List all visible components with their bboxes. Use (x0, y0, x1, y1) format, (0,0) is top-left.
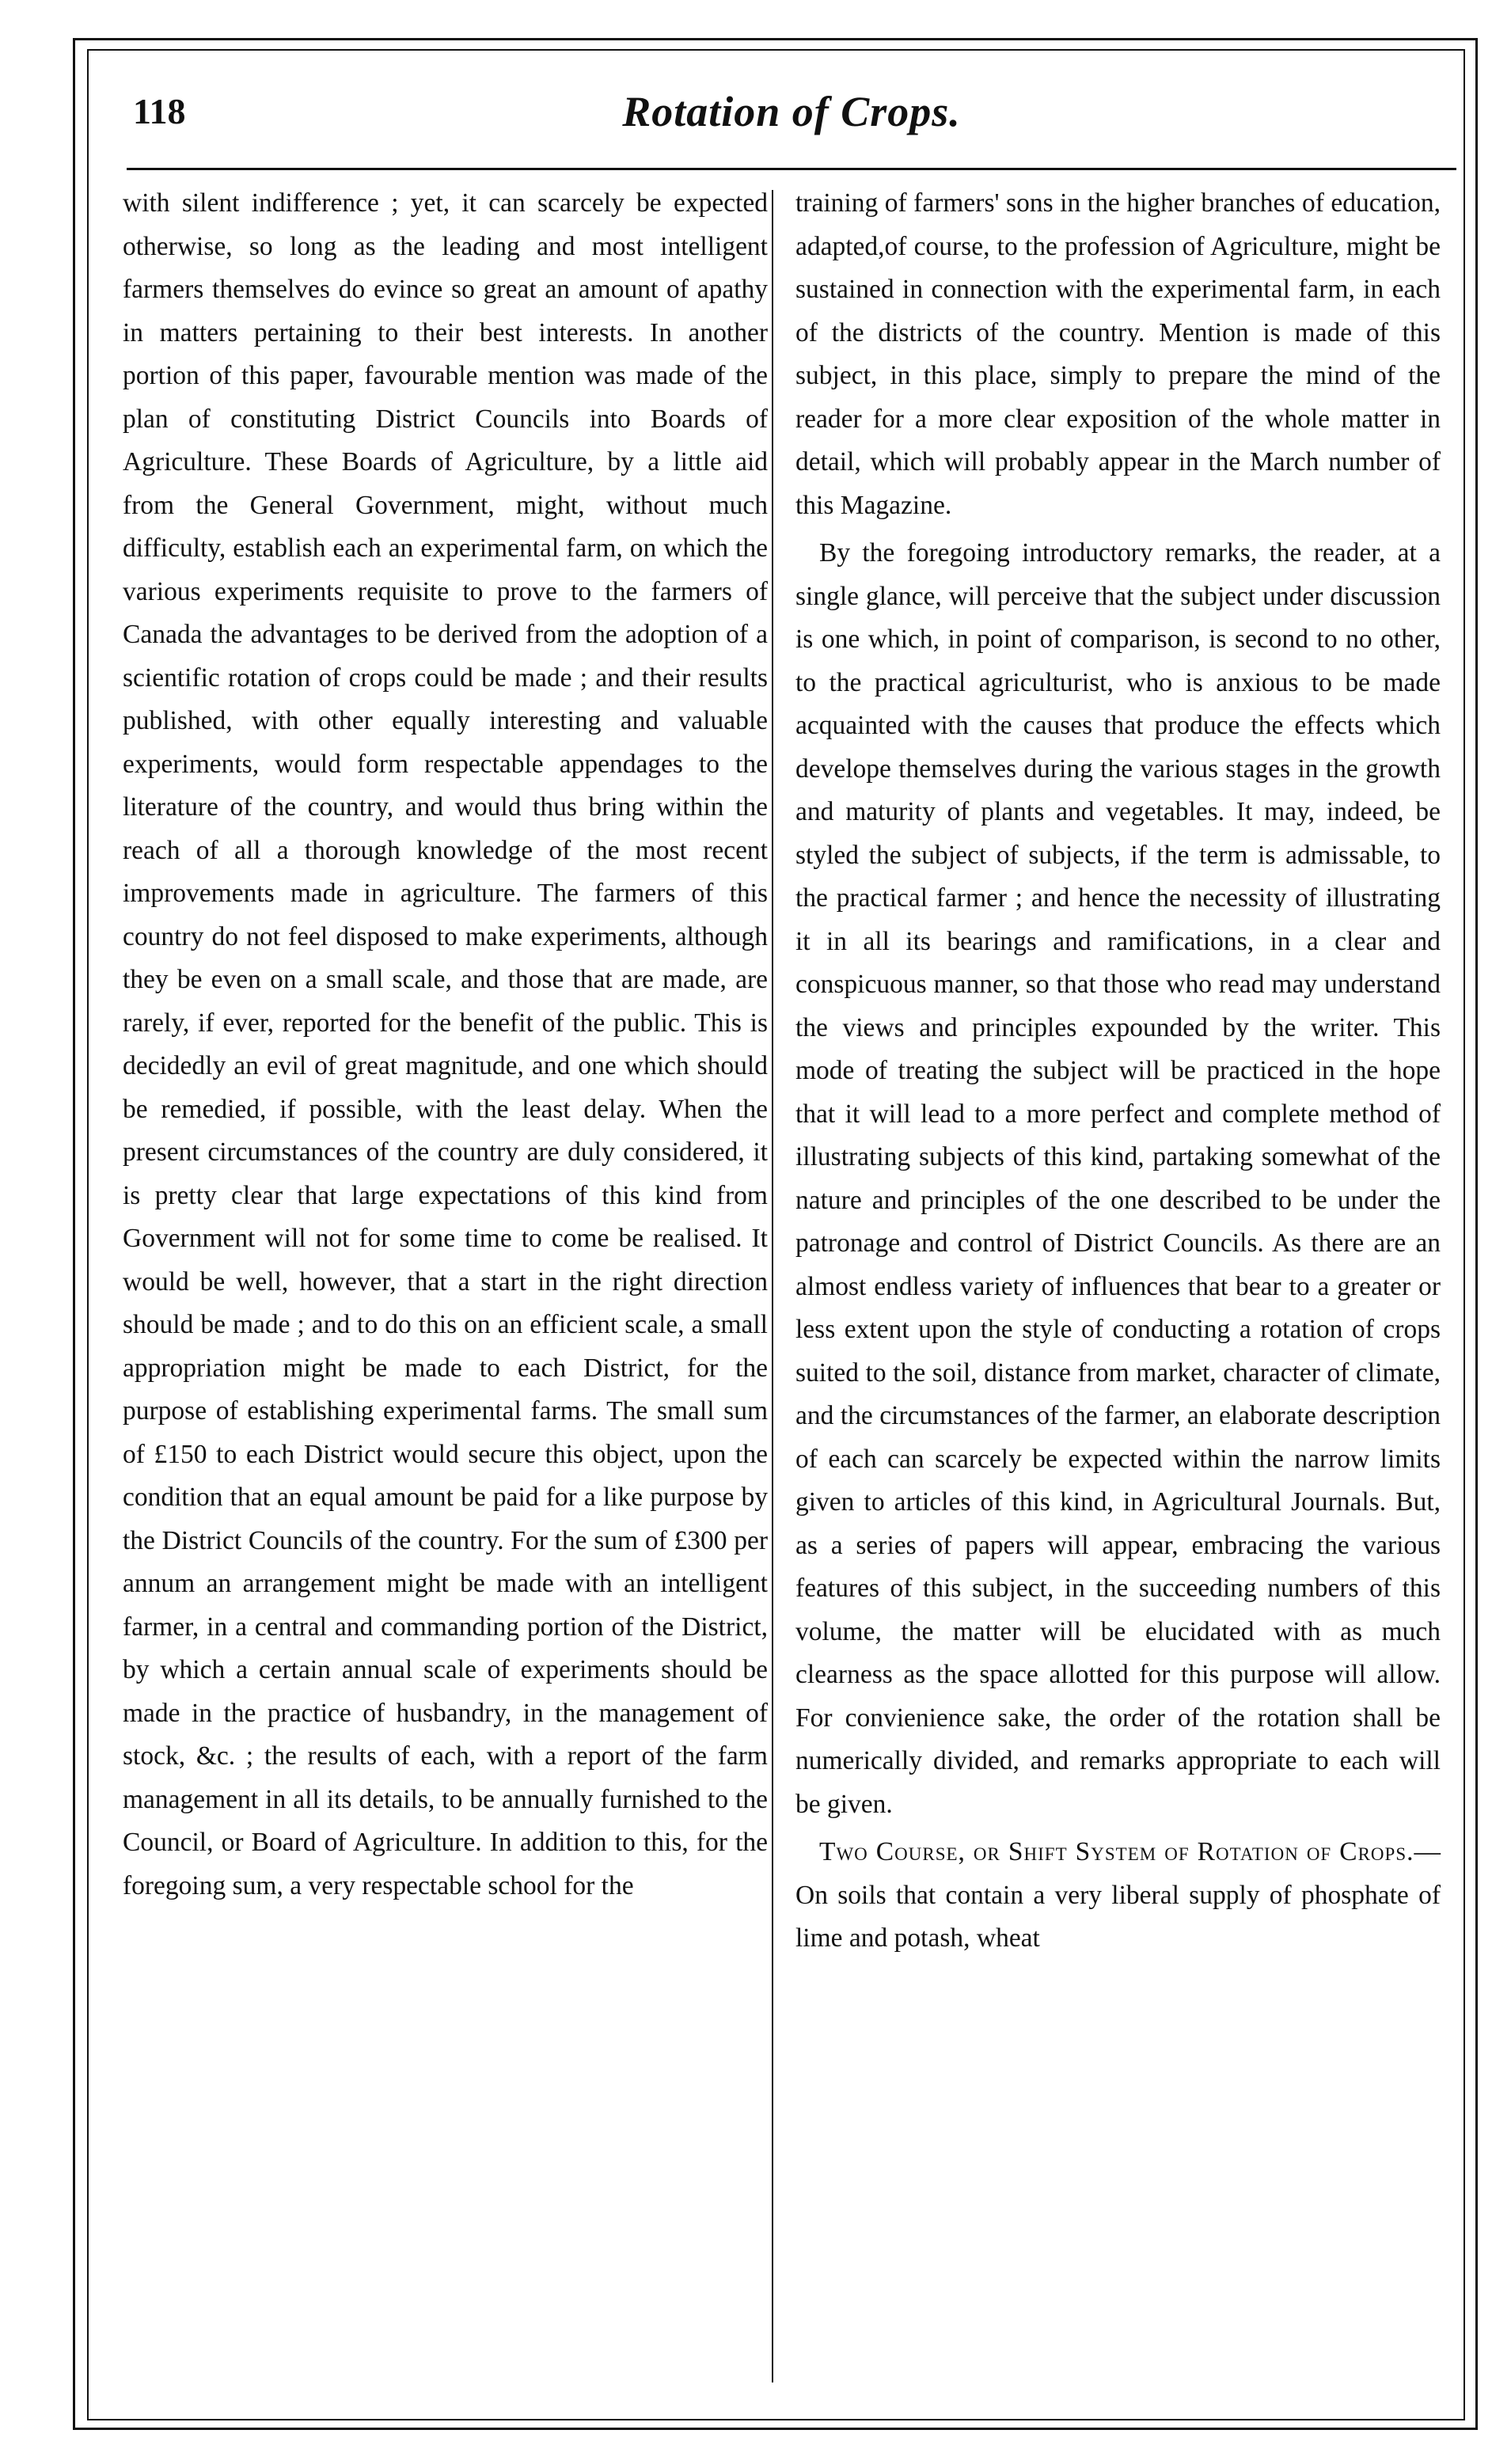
left-column (123, 182, 768, 1908)
left-paragraph-1: with silent indifference ; yet, it can scarcely be expected otherwise, so long as the leading and most intelligent farmers themselves do evince so great an amount of apathy in matters pertaining to their best interests. In another portion of this paper, favourable mention was made of the plan of constituting District Councils into Boards of Agriculture. These Boards of Agriculture, by a little aid from the General Government, might, without much difficulty, establish each an experimental farm, on which the various experiments requisite to prove to the farmers of Canada the advantages to be derived from the adoption of a scientific rotation of crops could be made ; and their results published, with other equally interesting and valuable experiments, would form respectable appendages to the literature of the country, and would thus bring within the reach of all a thorough knowledge of the most recent improvements made in agriculture. The farmers of this country do not feel disposed to make experiments, although they be even on a small scale, and those that are made, are rarely, if ever, reported for the benefit of the public. This is decidedly an evil of great magnitude, and one which should be remedied, if possible, with the least delay. When the present circumstances of the country are duly considered, it is pretty clear that large expectations of this kind from Government will not for some time to come be realised. It would be well, however, that a start in the right direction should be made ; and to do this on an efficient scale, a small appropriation might be made to each District, for the purpose of establishing experimental farms. The small sum of £150 to each District would secure this object, upon the condition that an equal amount be paid for a like purpose by the District Councils of the country. For the sum of £300 per annum an arrangement might be made with an intelligent farmer, in a central and commanding portion of the District, by which a certain annual scale of experiments should be made in the practice of husbandry, in the management of stock, &c. ; the results of each, with a report of the farm management in all its details, to be annually furnished to the Council, or Board of Agriculture. In addition to this, for the foregoing sum, a very respectable school for the (123, 188, 768, 1900)
page-header (127, 87, 1456, 158)
header-rule (127, 168, 1456, 170)
right-paragraph-1: training of farmers' sons in the higher branches of education, adapted,of course, to the profession of Agriculture, might be sustained in connection with the experimental farm, in each of the districts of the country. Mention is made of this subject, in this place, simply to prepare the mind of the reader for a more clear exposition of the whole matter in detail, which will probably appear in the March number of this Magazine. (795, 188, 1441, 520)
right-paragraph-3-text: —On soils that contain a very liberal supply of phosphate of lime and potash, wheat (795, 1837, 1441, 1953)
column-divider (772, 190, 773, 2382)
right-paragraph-3 (795, 1831, 1441, 1961)
page-number: 118 (133, 91, 186, 131)
right-column (795, 182, 1441, 1961)
right-paragraph-2: By the foregoing introductory remarks, the reader, at a single glance, will perceive that the subject under discussion is one which, in point of comparison, is second to no other, to the practical agriculturist, who is anxious to be made acquainted with the causes that produce the effects which develope themselves during the various stages in the growth and maturity of plants and vegetables. It may, indeed, be styled the subject of subjects, if the term is admissable, to the practical farmer ; and hence the necessity of illustrating it in all its bearings and ramifications, in a clear and conspicuous manner, so that those who read may understand the views and principles expounded by the writer. This mode of treating the subject will be practiced in the hope that it will lead to a more perfect and complete method of illustrating subjects of this kind, partaking somewhat of the nature and principles of the one described to be under the patronage and control of District Councils. As there are an almost endless variety of influences that bear to a greater or less extent upon the style of conducting a rotation of crops suited to the soil, distance from market, character of climate, and the circumstances of the farmer, an elaborate description of each can scarcely be expected within the narrow limits given to articles of this kind, in Agricultural Journals. But, as a series of papers will appear, embracing the various features of this subject, in the succeeding numbers of this volume, the matter will be elucidated with as much clearness as the space allotted for this purpose will allow. For convienience sake, the order of the rotation shall be numerically divided, and remarks appropriate to each will be given. (795, 538, 1441, 1819)
section-heading: Two Course, or Shift System of Rotation of Crops. (819, 1837, 1414, 1866)
running-title: Rotation of Crops. (622, 88, 961, 135)
